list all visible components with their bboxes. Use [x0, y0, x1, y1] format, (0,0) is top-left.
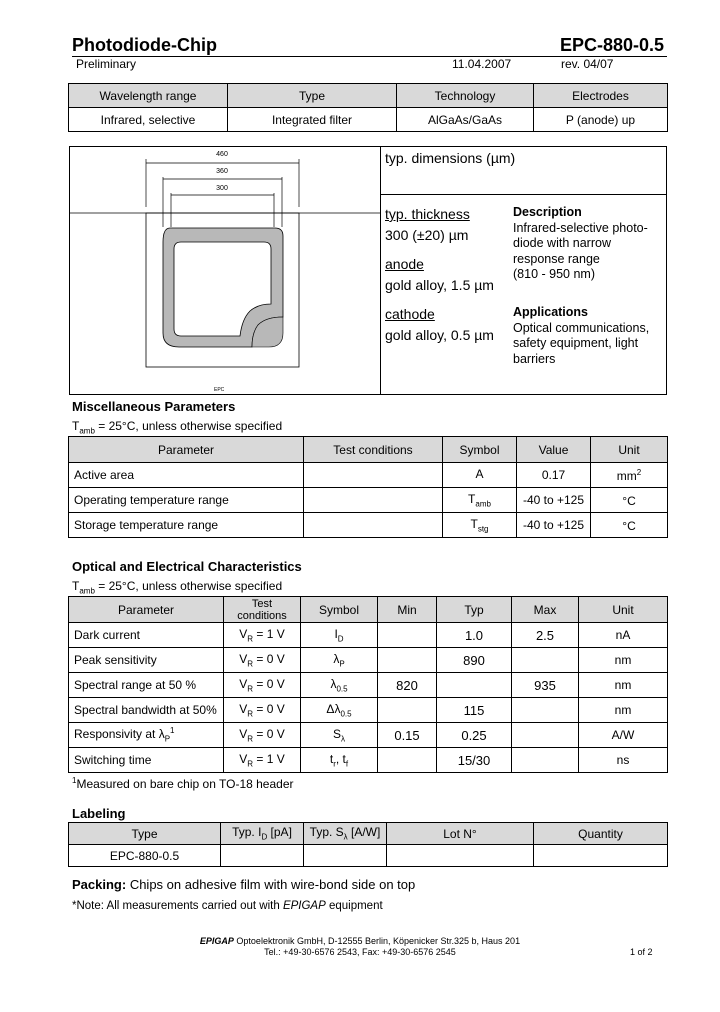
cathode-label: cathode — [385, 306, 435, 322]
optical-heading: Optical and Electrical Characteristics — [72, 559, 302, 574]
overview-cell: AlGaAs/GaAs — [397, 108, 534, 132]
misc-table — [68, 436, 668, 538]
overview-header: Technology — [397, 84, 534, 108]
applications-heading: Applications — [513, 305, 589, 319]
optical-header: Test conditions — [224, 597, 301, 623]
date-text: 11.04.2007 — [452, 57, 512, 71]
footer-contact: Tel.: +49-30-6576 2543, Fax: +49-30-6576 2545 — [264, 947, 456, 957]
labeling-table — [68, 822, 668, 867]
table-row: Operating temperature range $T_{amb}$ -40 to +125 °C — [69, 488, 668, 513]
anode-value: gold alloy, 1.5 µm — [385, 277, 494, 293]
description-line: diode with narrow — [513, 236, 611, 251]
cathode-value: gold alloy, 0.5 µm — [385, 327, 494, 343]
labeling-header: Type — [69, 823, 221, 845]
status-text: Preliminary — [76, 57, 137, 71]
thickness-label: typ. thickness — [385, 206, 470, 222]
misc-conditions: $T_{amb} = 25^\circ C$, unless otherwise specified — [72, 419, 283, 436]
labeling-lot-cell[interactable] — [387, 845, 534, 867]
footnote: $^1$Measured on bare chip on TO-18 header — [72, 776, 294, 791]
overview-table — [68, 83, 668, 132]
material-specs — [385, 204, 494, 346]
packing-text: Chips on adhesive film with wire-bond side on top — [129, 877, 416, 892]
drawing-code: EPC — [214, 387, 225, 393]
dim-label-inner: 300 — [216, 185, 228, 192]
misc-heading: Miscellaneous Parameters — [72, 399, 236, 414]
thickness-value: 300 (±20) µm — [385, 227, 469, 243]
overview-cell: Infrared, selective — [69, 108, 228, 132]
labeling-header: Lot N° — [387, 823, 534, 845]
footer-brand: EPIGAP — [199, 936, 234, 946]
dim-label-outer: 460 — [216, 151, 228, 158]
misc-header: Test conditions — [304, 437, 443, 463]
labeling-type-cell[interactable]: EPC-880-0.5 — [69, 845, 221, 867]
labeling-s-cell[interactable] — [304, 845, 387, 867]
footer — [0, 936, 720, 958]
description-heading: Description — [513, 205, 582, 219]
applications-block — [513, 305, 649, 367]
part-number: EPC-880-0.5 — [559, 35, 664, 55]
optical-header: Symbol — [301, 597, 378, 623]
table-row: Peak sensitivity $V_R = 0$ V $\lambda_P$ 890 nm — [69, 648, 668, 673]
table-row: Switching time $V_R = 1$ V $t_r$, $t_f$ 15/30 ns — [69, 748, 668, 773]
optical-header: Parameter — [69, 597, 224, 623]
labeling-header: Quantity — [534, 823, 668, 845]
misc-header: Unit — [591, 437, 668, 463]
packing-label: Packing: — [72, 877, 127, 892]
overview-header: Electrodes — [534, 84, 668, 108]
labeling-header: Typ. $S_\lambda$ [A/W] — [304, 823, 387, 845]
description-line: response range — [513, 251, 600, 266]
table-row — [69, 845, 668, 867]
labeling-heading: Labeling — [72, 806, 126, 821]
overview-header: Wavelength range — [69, 84, 228, 108]
chip-drawing — [70, 147, 380, 394]
packing-line — [72, 877, 415, 892]
optical-conditions: $T_{amb} = 25^\circ C$, unless otherwise specified — [72, 579, 283, 596]
applications-line: barriers — [513, 351, 556, 366]
revision-text: rev. 04/07 — [561, 57, 614, 71]
description-line: Infrared-selective photo- — [513, 220, 648, 235]
description-block — [513, 205, 648, 283]
dim-label-middle: 360 — [216, 168, 228, 175]
box-divider — [380, 146, 381, 395]
table-row: Active area A 0.17 $mm^2$ — [69, 463, 668, 488]
labeling-quantity-cell[interactable] — [534, 845, 668, 867]
optical-table — [68, 596, 668, 773]
table-row: Responsivity at $\lambda_P^1$ $V_R = 0$ V $S_\lambda$ 0.15 0.25 A/W — [69, 723, 668, 748]
misc-header: Value — [517, 437, 591, 463]
box-divider — [380, 194, 667, 195]
page-number: 1 of 2 — [630, 947, 653, 957]
page-title: Photodiode-Chip — [72, 35, 217, 55]
table-row: Dark current $V_R = 1$ V $I_D$ 1.0 2.5 nA — [69, 623, 668, 648]
labeling-id-cell[interactable] — [221, 845, 304, 867]
overview-cell: Integrated filter — [228, 108, 397, 132]
table-row: Storage temperature range $T_{stg}$ -40 to +125 °C — [69, 513, 668, 538]
anode-label: anode — [385, 256, 424, 272]
note-brand: EPIGAP — [282, 900, 326, 912]
misc-header: Symbol — [443, 437, 517, 463]
footer-address: Optoelektronik GmbH, D-12555 Berlin, Köpenicker Str.325 b, Haus 201 — [233, 936, 521, 946]
dimensions-heading: typ. dimensions (µm) — [385, 150, 516, 166]
optical-header: Min — [378, 597, 437, 623]
optical-header: Typ — [437, 597, 512, 623]
table-row: Spectral range at 50 % $V_R = 0$ V $\lambda_{0.5}$ 820 935 nm — [69, 673, 668, 698]
applications-line: Optical communications, — [513, 320, 650, 335]
overview-cell: P (anode) up — [534, 108, 668, 132]
table-row: Spectral bandwidth at 50% $V_R = 0$ V $\Delta\lambda_{0.5}$ 115 nm — [69, 698, 668, 723]
optical-header: Unit — [579, 597, 668, 623]
description-line: (810 - 950 nm) — [513, 267, 595, 282]
optical-header: Max — [512, 597, 579, 623]
labeling-header: Typ. $I_D$ [pA] — [221, 823, 304, 845]
note-line: *Note: All measurements carried out with EPIGAP equipment — [72, 900, 383, 912]
misc-header: Parameter — [69, 437, 304, 463]
overview-header: Type — [228, 84, 397, 108]
applications-line: safety equipment, light — [513, 336, 639, 351]
